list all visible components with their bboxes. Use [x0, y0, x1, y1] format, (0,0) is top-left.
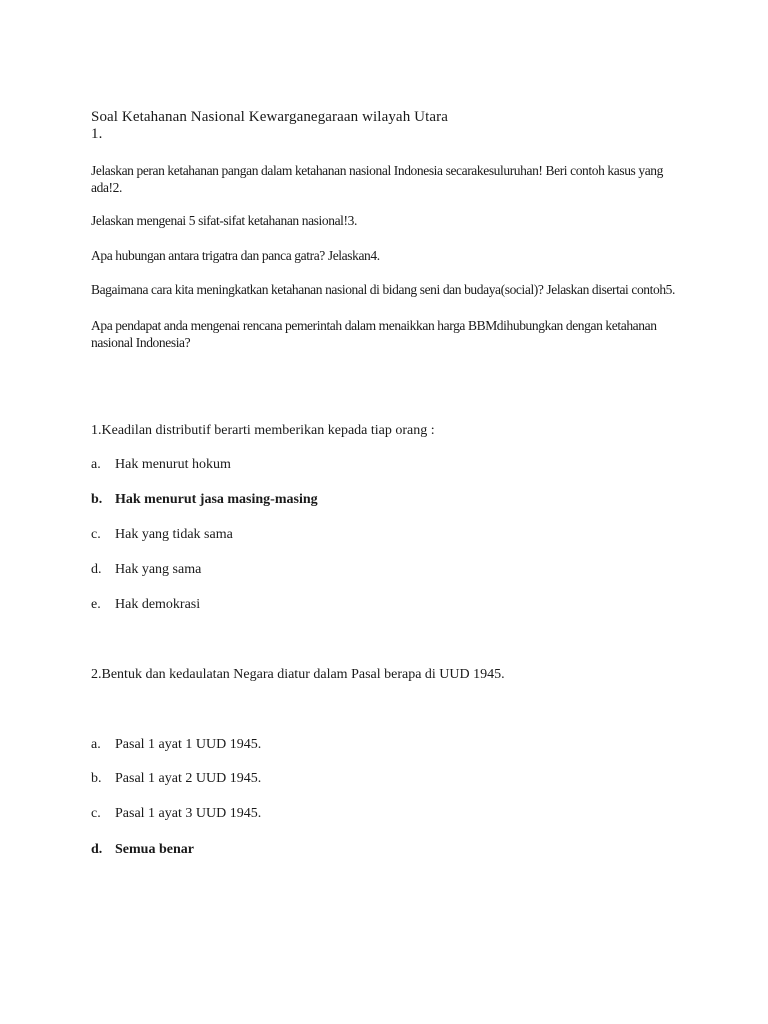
option-letter: d.	[91, 562, 102, 577]
document-title-line	[91, 109, 448, 125]
option-letter: b.	[91, 771, 102, 786]
essay-prompt-5-text-2: nasional Indonesia?	[91, 335, 191, 350]
option-text: Pasal 1 ayat 1 UUD 1945.	[115, 737, 262, 752]
question-1-option-a	[91, 457, 231, 473]
question-1-option-e	[91, 597, 200, 613]
essay-prompt-3	[91, 248, 380, 264]
essay-prompt-3-text: Apa hubungan antara trigatra dan panca gatra? Jelaskan4.	[91, 248, 380, 263]
option-text: Hak yang tidak sama	[115, 527, 233, 542]
question-2-label: 2.Bentuk dan kedaulatan Negara diatur dalam Pasal berapa di UUD 1945.	[91, 667, 505, 682]
essay-prompt-1-line-1	[91, 163, 663, 179]
essay-prompt-2-text: Jelaskan mengenai 5 sifat-sifat ketahanan nasional!3.	[91, 213, 357, 228]
option-letter: b.	[91, 492, 103, 507]
question-2-text	[91, 667, 505, 683]
option-text: Hak menurut hokum	[115, 457, 231, 472]
title-number: 1.	[91, 126, 103, 142]
question-1-option-b-answer	[91, 492, 318, 508]
option-letter: a.	[91, 457, 101, 472]
question-1-option-c	[91, 527, 233, 543]
option-letter: e.	[91, 597, 101, 612]
question-1-text	[91, 423, 435, 439]
question-2-option-d-answer	[91, 842, 194, 858]
essay-prompt-1-text-1: Jelaskan peran ketahanan pangan dalam ketahanan nasional Indonesia secarakesuluruhan! Beri contoh kasus yang	[91, 163, 663, 178]
essay-prompt-4-text: Bagaimana cara kita meningkatkan ketahanan nasional di bidang seni dan budaya(social)? Jelaskan disertai contoh5.	[91, 282, 675, 297]
question-2-option-c	[91, 806, 261, 822]
question-1-option-d	[91, 562, 201, 578]
option-letter: c.	[91, 527, 101, 542]
option-letter: c.	[91, 806, 101, 821]
essay-prompt-5-text-1: Apa pendapat anda mengenai rencana pemerintah dalam menaikkan harga BBMdihubungkan dengan ketahanan	[91, 318, 657, 333]
option-letter: a.	[91, 737, 101, 752]
option-text: Hak menurut jasa masing-masing	[115, 492, 318, 507]
option-text: Hak yang sama	[115, 562, 202, 577]
essay-prompt-1-line-2	[91, 180, 122, 196]
essay-prompt-5-line-2	[91, 335, 190, 351]
document-title: Soal Ketahanan Nasional Kewarganegaraan wilayah Utara	[91, 109, 448, 125]
question-2-option-b	[91, 771, 261, 787]
option-text: Pasal 1 ayat 2 UUD 1945.	[115, 771, 262, 786]
essay-prompt-1-text-2: ada!2.	[91, 180, 122, 195]
option-letter: d.	[91, 842, 103, 857]
title-number-line	[91, 126, 102, 142]
essay-prompt-5-line-1	[91, 318, 657, 334]
question-1-label: 1.Keadilan distributif berarti memberikan kepada tiap orang :	[91, 423, 435, 438]
option-text: Hak demokrasi	[115, 597, 201, 612]
essay-prompt-4	[91, 282, 676, 298]
essay-prompt-2	[91, 213, 357, 229]
option-text: Semua benar	[115, 842, 194, 857]
option-text: Pasal 1 ayat 3 UUD 1945.	[115, 806, 262, 821]
question-2-option-a	[91, 737, 261, 753]
